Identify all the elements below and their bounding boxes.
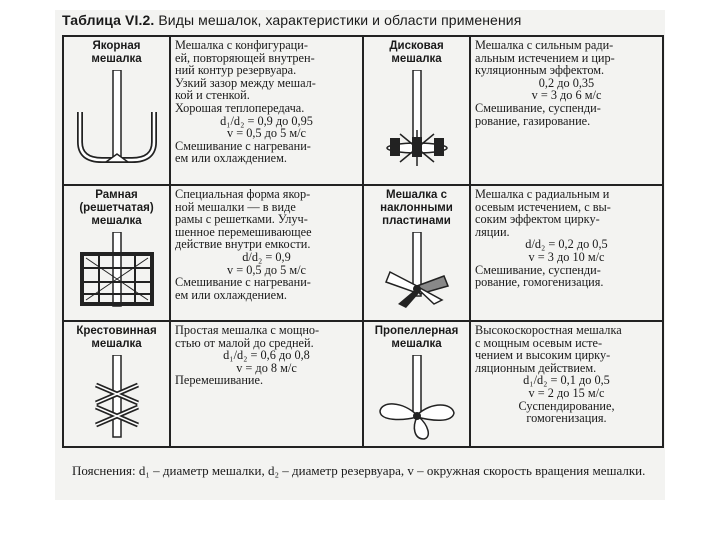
mixer-table (62, 35, 664, 448)
mixer-name: Пропеллерная мешалка (374, 325, 459, 350)
mixer-description (170, 36, 363, 185)
mixer-description (470, 321, 663, 447)
description-line: Мешалка с радиальным и (475, 187, 610, 201)
mixer-description (170, 185, 363, 321)
description-line: ем или охлаждением. (175, 287, 287, 302)
mixer-name: Мешалка с наклонными пластинами (380, 189, 453, 227)
disk-mixer-icon (372, 70, 462, 170)
description-line: Мешалка с конфигураци- (175, 38, 308, 52)
description-line: Смешивание, суспенди- (475, 100, 601, 115)
description-line: куляционным эффектом. (475, 63, 605, 78)
description-line: Высокоскоростная мешалка (475, 323, 622, 337)
description-line: осевым истечением, с вы- (475, 199, 611, 214)
description-line: шенное перемешивающее (175, 224, 312, 239)
mixer-cell-cross (63, 321, 170, 447)
description-line: рамы с решетками. Улуч- (175, 212, 308, 227)
mixer-description (170, 321, 363, 447)
mixer-name: Якорная мешалка (91, 40, 142, 65)
description-line: рование, гомогенизация. (475, 275, 604, 290)
description-line: кой и стенкой. (175, 88, 250, 103)
description-line: d/d₂ = 0,9 (242, 249, 291, 264)
description-line: v = 0,5 до 5 м/с (226, 126, 307, 141)
table-row (63, 36, 663, 185)
description-line: чением и высоким цирку- (475, 348, 611, 363)
description-line: d₁/d₂ = 0,6 до 0,8 (223, 348, 310, 363)
pitched-blade-mixer-icon (372, 232, 462, 310)
mixer-cell-pitched (363, 185, 470, 321)
description-line: v = 3 до 6 м/с (531, 88, 602, 103)
description-line: v = 3 до 10 м/с (528, 249, 605, 264)
mixer-name: Дисковая мешалка (389, 40, 444, 65)
mixer-cell-frame (63, 185, 170, 321)
description-line: с мощным осевым исте- (475, 335, 603, 350)
description-line: d₁/d₂ = 0,1 до 0,5 (523, 373, 610, 388)
description-line: ей, повторяющей внутрен- (175, 50, 315, 65)
mixer-cell-anchor (63, 36, 170, 185)
anchor-mixer-icon (72, 70, 162, 170)
description-line: стью от малой до средней. (175, 335, 314, 350)
table-row (63, 185, 663, 321)
description-line: гомогенизация. (526, 411, 607, 426)
description-line: d/d₂ = 0,2 до 0,5 (525, 237, 608, 252)
description-line: Хорошая теплопередача. (175, 100, 305, 115)
description-line: Специальная форма якор- (175, 187, 311, 201)
table-caption-label: Таблица VI.2. (62, 12, 155, 28)
description-line: рование, газирование. (475, 113, 591, 128)
description-line: Суспендирование, (518, 398, 615, 413)
mixer-description (470, 185, 663, 321)
description-line: ем или охлаждением. (175, 151, 287, 166)
description-line: Перемешивание. (175, 373, 264, 388)
mixer-name: Рамная (решетчатая) мешалка (79, 189, 154, 227)
propeller-mixer-icon (372, 355, 462, 441)
description-line: Смешивание с нагревани- (175, 275, 311, 290)
footnote: Пояснения: d₁ – диаметр мешалки, d₂ – диаметр резервуара, v – окружная скорость вращения мешалки. (72, 463, 646, 478)
description-line: ний контур резервуара. (175, 63, 297, 78)
mixer-name: Крестовинная мешалка (76, 325, 157, 350)
table-caption-text: Виды мешалок, характеристики и области применения (158, 12, 522, 28)
description-line: v = до 8 м/с (236, 360, 297, 375)
description-line: 0,2 до 0,35 (538, 75, 595, 90)
description-line: соким эффектом цирку- (475, 212, 600, 227)
description-line: Простая мешалка с мощно- (175, 323, 320, 337)
table-row (63, 321, 663, 447)
description-line: v = 0,5 до 5 м/с (226, 262, 307, 277)
description-line: v = 2 до 15 м/с (528, 385, 605, 400)
mixer-cell-disk (363, 36, 470, 185)
cross-mixer-icon (72, 355, 162, 441)
description-line: Смешивание, суспенди- (475, 262, 601, 277)
description-line: Мешалка с сильным ради- (475, 38, 614, 52)
description-line: ляционным действием. (475, 360, 597, 375)
description-line: Смешивание с нагревани- (175, 138, 311, 153)
mixer-cell-propeller (363, 321, 470, 447)
table-caption (62, 12, 521, 28)
frame-mixer-icon (72, 232, 162, 310)
mixer-description (470, 36, 663, 185)
description-line: альным истечением и цир- (475, 50, 615, 65)
description-line: ной мешалки — в виде (175, 199, 296, 214)
description-line: ляции. (475, 224, 510, 239)
description-line: действие внутри емкости. (175, 237, 311, 252)
description-line: Узкий зазор между мешал- (175, 75, 316, 90)
description-line: d₁/d₂ = 0,9 до 0,95 (220, 113, 313, 128)
